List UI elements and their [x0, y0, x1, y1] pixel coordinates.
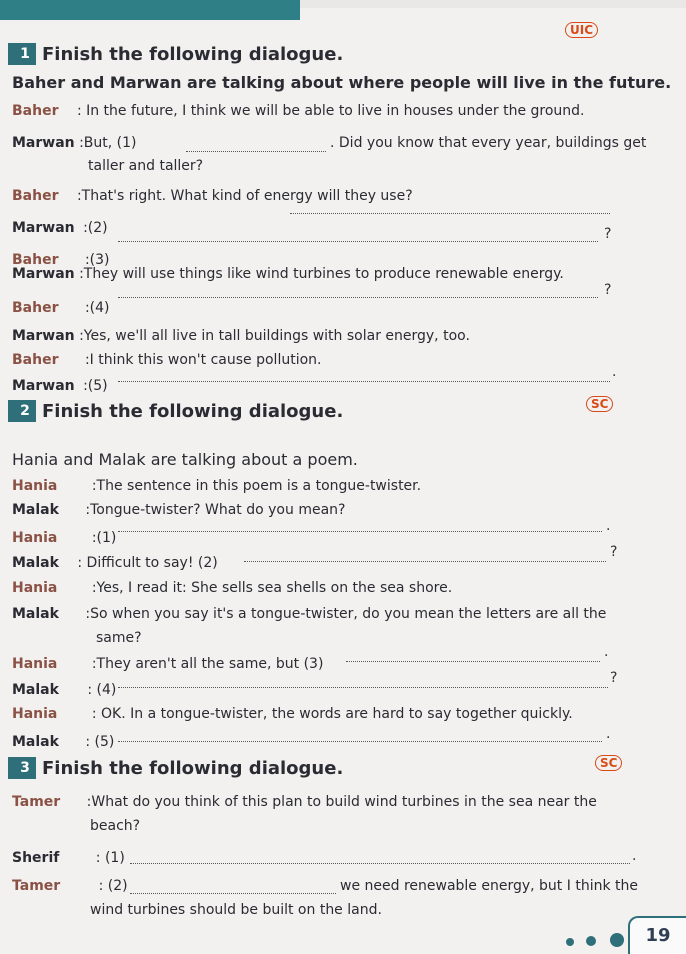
top-color-bar	[0, 0, 300, 20]
question-mark: ?	[610, 544, 618, 560]
line-text: :So when you say it's a tongue-twister, do you mean the letters are all the	[85, 606, 607, 622]
s3-line-1b: beach?	[90, 818, 141, 834]
s1-line-3	[12, 188, 413, 204]
s3-line-3b: we need renewable energy, but I think the	[340, 878, 638, 894]
section-1-number: 1	[8, 43, 36, 65]
line-text: : (5)	[85, 734, 115, 750]
speaker: Malak	[12, 502, 59, 518]
period: .	[606, 726, 611, 742]
line-text: :They will use things like wind turbines to produce renewable energy.	[79, 266, 564, 282]
speaker: Marwan	[12, 220, 75, 236]
speaker: Tamer	[12, 794, 61, 810]
period: .	[612, 364, 617, 380]
s1-blank-5[interactable]	[118, 380, 610, 382]
s2-line-3	[12, 530, 116, 546]
s1-line-6	[12, 266, 564, 282]
line-text: : (2)	[98, 878, 128, 894]
line-text: :What do you think of this plan to build wind turbines in the sea near the	[86, 794, 597, 810]
s1-line-8	[12, 328, 470, 344]
speaker: Baher	[12, 252, 59, 268]
period: .	[632, 848, 637, 864]
speaker: Marwan	[12, 378, 75, 394]
line-text: :Yes, we'll all live in tall buildings with solar energy, too.	[79, 328, 470, 344]
period: .	[604, 644, 609, 660]
s1-blank-4[interactable]	[118, 296, 598, 298]
section-3-title: Finish the following dialogue.	[42, 757, 344, 779]
speaker: Hania	[12, 706, 58, 722]
decor-dot	[610, 933, 624, 947]
line-text: :But, (1)	[79, 135, 137, 151]
s2-line-6b: same?	[96, 630, 142, 646]
s2-line-5	[12, 580, 452, 596]
speaker: Hania	[12, 580, 58, 596]
speaker: Baher	[12, 300, 59, 316]
s2-line-10	[12, 734, 114, 750]
s2-line-4	[12, 555, 218, 571]
s1-line-2c: taller and taller?	[88, 158, 204, 174]
s1-line-4	[12, 220, 108, 236]
s2-line-9	[12, 706, 573, 722]
section-1-title: Finish the following dialogue.	[42, 43, 344, 65]
line-text: :They aren't all the same, but (3)	[91, 656, 324, 672]
line-text: :(5)	[83, 378, 108, 394]
s1-line-2	[12, 135, 137, 151]
section-1-header	[8, 43, 343, 65]
line-text: :(4)	[84, 300, 110, 316]
s3-line-3	[12, 878, 128, 894]
speaker: Hania	[12, 478, 58, 494]
s3-line-3c: wind turbines should be built on the land.	[90, 902, 382, 918]
speaker: Tamer	[12, 878, 61, 894]
speaker: Hania	[12, 530, 58, 546]
s1-underline-3	[290, 212, 610, 214]
s2-blank-3[interactable]	[346, 660, 600, 662]
speaker: Hania	[12, 656, 58, 672]
section-2-title: Finish the following dialogue.	[42, 400, 344, 422]
s3-blank-2[interactable]	[130, 892, 336, 894]
line-text: : OK. In a tongue-twister, the words are hard to say together quickly.	[91, 706, 573, 722]
s1-blank-2[interactable]	[118, 240, 598, 242]
s2-blank-4[interactable]	[118, 686, 608, 688]
s2-line-2	[12, 502, 345, 518]
s1-line-2b: . Did you know that every year, buildings get	[330, 135, 647, 151]
speaker: Malak	[12, 606, 59, 622]
section-2-number: 2	[8, 400, 36, 422]
speaker: Baher	[12, 352, 59, 368]
speaker: Malak	[12, 555, 59, 571]
s2-line-7	[12, 656, 323, 672]
line-text: :The sentence in this poem is a tongue-twister.	[91, 478, 422, 494]
s1-line-7	[12, 300, 110, 316]
line-text: : Difficult to say! (2)	[77, 555, 218, 571]
s1-line-10	[12, 378, 108, 394]
s2-line-6	[12, 606, 606, 622]
section-3-header	[8, 757, 343, 779]
s3-line-1	[12, 794, 597, 810]
decor-dot	[566, 938, 574, 946]
line-text: :(2)	[83, 220, 108, 236]
speaker: Baher	[12, 103, 59, 119]
section-2-intro: Hania and Malak are talking about a poem.	[12, 450, 358, 469]
s1-line-9	[12, 352, 321, 368]
section-2-header	[8, 400, 343, 422]
section-1-intro: Baher and Marwan are talking about where people will live in the future.	[12, 73, 672, 92]
uic-badge: UIC	[565, 22, 598, 38]
question-mark: ?	[604, 226, 612, 242]
s2-blank-5[interactable]	[118, 740, 602, 742]
s2-blank-2[interactable]	[244, 560, 606, 562]
sc-badge-2: SC	[586, 396, 613, 412]
page-number: 19	[628, 916, 686, 954]
section-3-number: 3	[8, 757, 36, 779]
s1-line-1	[12, 103, 585, 119]
question-mark: ?	[604, 282, 612, 298]
speaker: Malak	[12, 682, 59, 698]
s3-line-2	[12, 850, 125, 866]
decor-dot	[586, 936, 596, 946]
line-text: :That's right. What kind of energy will they use?	[76, 188, 413, 204]
question-mark: ?	[610, 670, 618, 686]
speaker: Sherif	[12, 850, 60, 866]
line-text: :(1)	[91, 530, 117, 546]
speaker: Malak	[12, 734, 59, 750]
line-text: : (1)	[95, 850, 125, 866]
speaker: Baher	[12, 188, 59, 204]
speaker: Marwan	[12, 135, 75, 151]
line-text: : (4)	[87, 682, 117, 698]
s3-blank-1[interactable]	[130, 862, 630, 864]
s1-blank-1[interactable]	[186, 150, 326, 152]
top-light-bar	[300, 0, 686, 8]
sc-badge-3: SC	[595, 755, 622, 771]
line-text: :Tongue-twister? What do you mean?	[85, 502, 346, 518]
speaker: Marwan	[12, 328, 75, 344]
s2-line-1	[12, 478, 421, 494]
line-text: : In the future, I think we will be able to live in houses under the ground.	[76, 103, 585, 119]
s2-blank-1[interactable]	[118, 530, 602, 532]
s2-line-8	[12, 682, 116, 698]
line-text: :I think this won't cause pollution.	[84, 352, 322, 368]
line-text: :(3)	[84, 252, 110, 268]
line-text: :Yes, I read it: She sells sea shells on the sea shore.	[91, 580, 453, 596]
period: .	[606, 518, 611, 534]
speaker: Marwan	[12, 266, 75, 282]
